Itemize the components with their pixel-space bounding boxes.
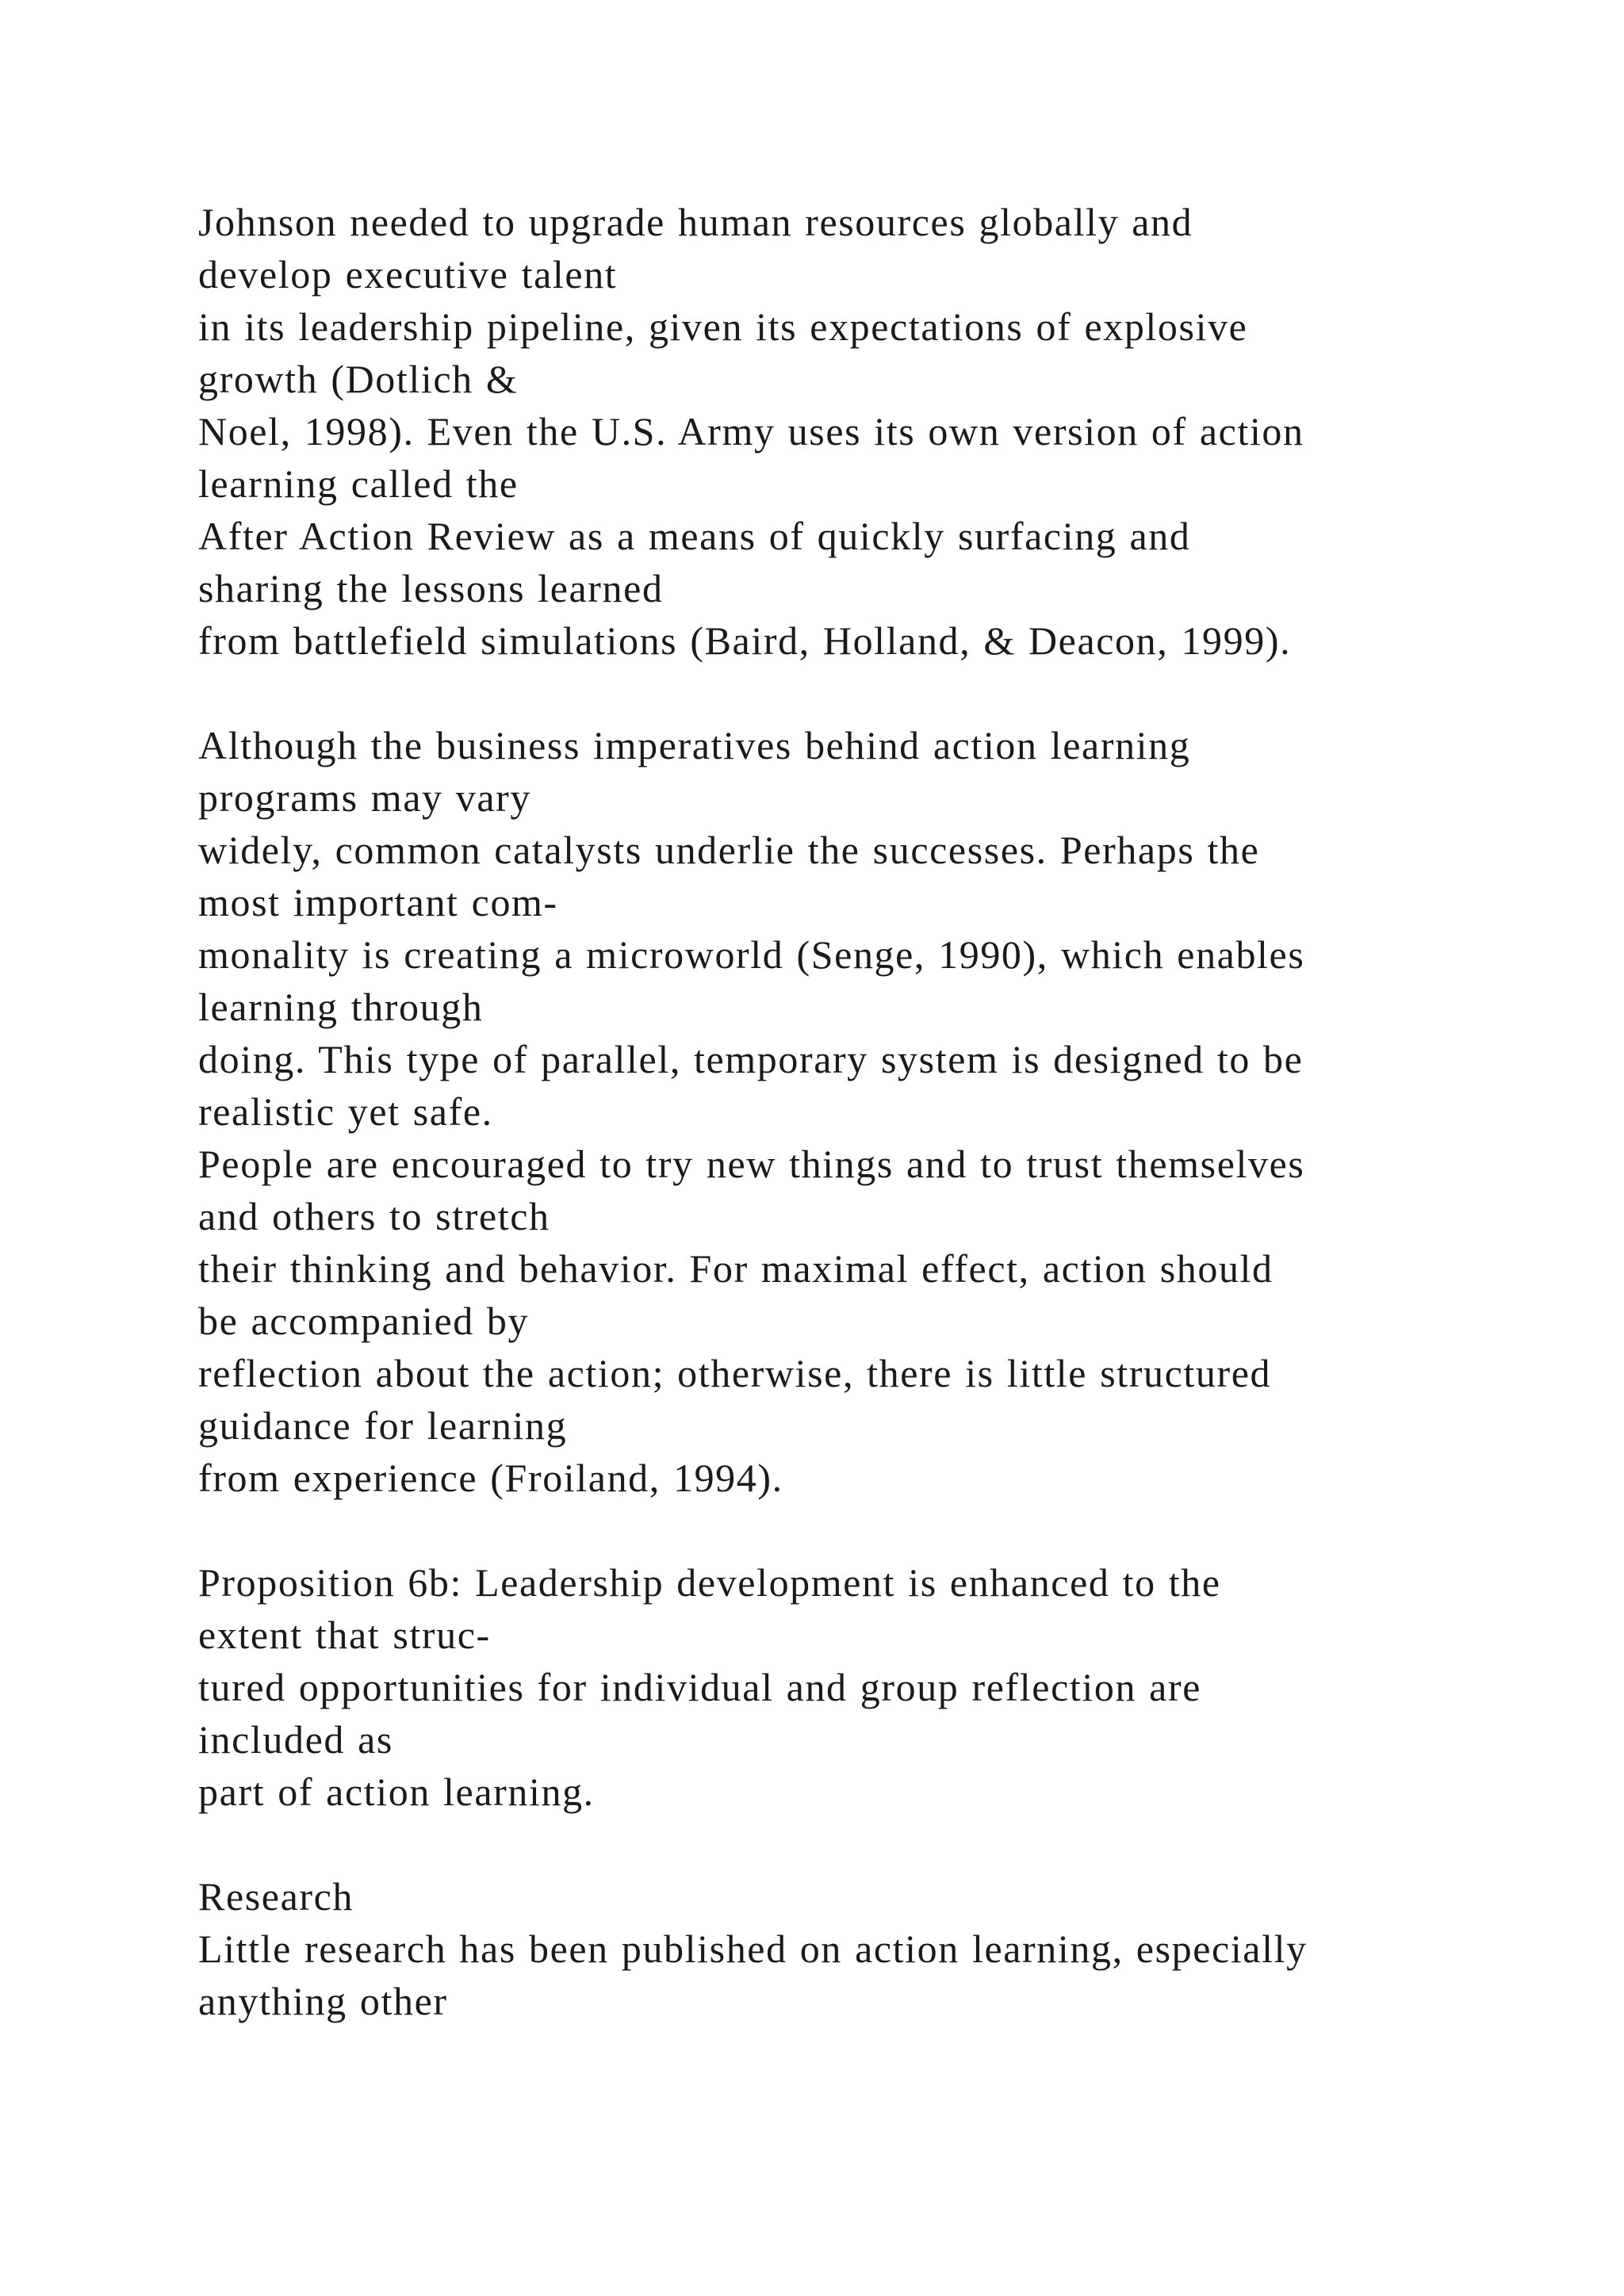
text-line: in its leadership pipeline, given its expectations of explosive	[198, 304, 1248, 349]
text-line: from experience (Froiland, 1994).	[198, 1456, 783, 1500]
text-line: be accompanied by	[198, 1299, 530, 1343]
text-line: After Action Review as a means of quickly surfacing and	[198, 514, 1191, 558]
text-line: widely, common catalysts underlie the successes. Perhaps the	[198, 828, 1260, 872]
text-line: guidance for learning	[198, 1403, 568, 1448]
text-line: from battlefield simulations (Baird, Holland, & Deacon, 1999).	[198, 618, 1292, 663]
text-line: and others to stretch	[198, 1194, 550, 1238]
text-line: most important com-	[198, 880, 558, 924]
text-line: People are encouraged to try new things and to trust themselves	[198, 1142, 1305, 1186]
text-line: sharing the lessons learned	[198, 566, 664, 610]
text-line: Noel, 1998). Even the U.S. Army uses its own version of action	[198, 409, 1304, 453]
text-line: Little research has been published on action learning, especially	[198, 1927, 1308, 1971]
paragraph-2	[198, 719, 1546, 1504]
text-line: anything other	[198, 1979, 448, 2023]
text-line: part of action learning.	[198, 1770, 595, 1814]
text-line: Johnson needed to upgrade human resources globally and	[198, 200, 1193, 244]
text-line: programs may vary	[198, 775, 531, 820]
text-line: realistic yet safe.	[198, 1089, 493, 1134]
paragraph-gap	[198, 1818, 1546, 1870]
text-line: monality is creating a microworld (Senge, 1990), which enables	[198, 932, 1305, 977]
text-line: extent that struc-	[198, 1613, 491, 1657]
paragraph-gap	[198, 667, 1546, 719]
paragraph-1	[198, 196, 1546, 667]
text-line: develop executive talent	[198, 252, 618, 297]
paragraph-gap	[198, 1504, 1546, 1556]
text-line: Proposition 6b: Leadership development is enhanced to the	[198, 1560, 1221, 1605]
text-line: learning called the	[198, 461, 519, 506]
text-line: reflection about the action; otherwise, there is little structured	[198, 1351, 1272, 1395]
text-line: growth (Dotlich &	[198, 357, 519, 401]
paragraph-4	[198, 1870, 1546, 2027]
paragraph-3	[198, 1556, 1546, 1818]
text-line: tured opportunities for individual and group reflection are	[198, 1665, 1201, 1709]
text-line: included as	[198, 1717, 393, 1762]
section-heading: Research	[198, 1874, 354, 1919]
text-line: learning through	[198, 985, 484, 1029]
text-line: doing. This type of parallel, temporary system is designed to be	[198, 1037, 1304, 1081]
document-body	[198, 196, 1546, 2027]
text-line: their thinking and behavior. For maximal effect, action should	[198, 1246, 1274, 1291]
text-line: Although the business imperatives behind action learning	[198, 723, 1191, 767]
